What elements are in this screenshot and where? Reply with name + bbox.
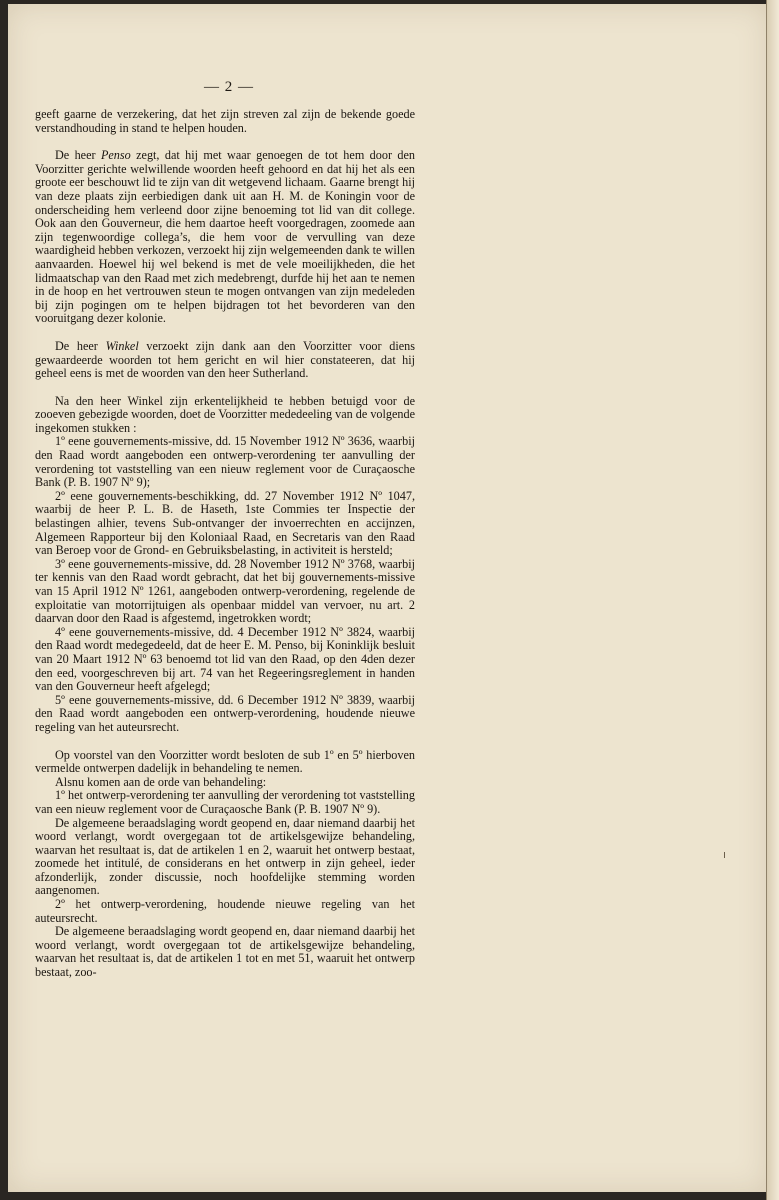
paragraph-beraadslaging-2: De algemeene beraadslaging wordt geopend en, daar niemand daarbij het woord verlangt, wordt overgegaan tot de artikelsgewijze behandeling, waarvan het resultaat is, dat de artikelen 1 tot en met 51, waaruit het ontwerp bestaat, zoo- [35, 924, 415, 980]
page-edge [766, 0, 779, 1200]
agenda-item-1: 1º het ontwerp-verordening ter aanvulling der verordening tot vaststelling van een nieuw reglement voor de Curaçaosche Bank (P. B. 1907 Nº 9). [35, 788, 415, 816]
paragraph-ingekomen-stukken: Na den heer Winkel zijn erkentelijkheid te hebben betuigd voor de zooeven gebezigde woorden, doet de Voorzitter mededeeling van de volgende ingekomen stukken : [35, 393, 415, 435]
list-item-2: 2º eene gouvernements-beschikking, dd. 27 November 1912 Nº 1047, waarbij de heer P. L. B. de Haseth, 1ste Commies ter Inspectie der belastingen alhier, tevens Sub-ontvanger der invoerrechten en accijnzen, Algemeen Rapporteur bij den Koloniaal Raad, en Secretaris van den Raad van Beroep voor de Grond- en Gebruiksbelasting, in activiteit is hersteld; [35, 488, 415, 558]
margin-mark [724, 852, 725, 858]
paragraph-0: geeft gaarne de verzekering, dat het zijn streven zal zijn de bekende goede verstandhouding in stand te helpen houden. [35, 107, 415, 135]
list-item-3: 3º eene gouvernements-missive, dd. 28 November 1912 Nº 3768, waarbij ter kennis van den Raad wordt gebracht, dat het bij gouvernements-missive van 15 April 1912 Nº 1261, aangeboden ontwerp-verordening, regelende de exploitatie van motorrijtuigen als openbaar middel van vervoer, nu art. 2 daarvan door den Raad is afgestemd, ingetrokken wordt; [35, 556, 415, 626]
list-item-1: 1º eene gouvernements-missive, dd. 15 November 1912 Nº 3636, waarbij den Raad wordt aangeboden een ontwerp-verordening ter aanvulling der verordening tot vaststelling van een nieuw reglement voor de Curaçaosche Bank (P. B. 1907 Nº 9); [35, 434, 415, 490]
list-item-5: 5º eene gouvernements-missive, dd. 6 December 1912 Nº 3839, waarbij den Raad wordt aangeboden een ontwerp-verordening, houdende nieuwe regeling van het auteursrecht. [35, 692, 415, 734]
paragraph-voorstel: Op voorstel van den Voorzitter wordt besloten de sub 1º en 5º hierboven vermelde ontwerpen dadelijk in behandeling te nemen. [35, 747, 415, 776]
paragraph-penso: De heer Penso zegt, dat hij met waar genoegen de tot hem door den Voorzitter gerichte welwillende woorden heeft gehoord en dat hij het als een groote eer beschouwt lid te zijn van dit wetgevend lichaam. Gaarne brengt hij van deze plaats zijn eerbiedigen dank uit aan H. M. de Koningin voor de onderscheiding hem verleend door zijne benoeming tot lid van dit college. Ook aan den Gouverneur, die hem daartoe heeft voorgedragen, zoomede aan zijn tegenwoordige collega’s, die hem voor de vervulling van deze waardigheid hebben verkozen, verzoekt hij zijn welgemeenden dank te willen aanvaarden. Hoewel hij wel bekend is met de vele moeilijkheden, die het lidmaatschap van den Raad met zich medebrengt, durfde hij het aan te nemen in de hoop en het vertrouwen steun te mogen ontvangen van zijn medeleden bij zijn pogingen om te helpen bijdragen tot het bevorderen van den vooruitgang dezer kolonie. [35, 148, 415, 326]
speaker-name: Winkel [105, 338, 139, 353]
speaker-name: Penso [100, 148, 131, 163]
document-page [8, 4, 768, 1192]
page-number: — 2 — [204, 79, 254, 95]
paragraph-beraadslaging-1: De algemeene beraadslaging wordt geopend en, daar niemand daarbij het woord verlangt, wordt overgegaan tot de artikelsgewijze behandeling, waarvan het resultaat is, dat de artikelen 1 en 2, waaruit het ontwerp bestaat, zoomede het intitulé, de considerans en het ontwerp in zijn geheel, ieder afzonderlijk, zonder discussie, noch hoofdelijke stemming worden aangenomen. [35, 815, 415, 898]
paragraph-winkel: De heer Winkel verzoekt zijn dank aan den Voorzitter voor diens gewaardeerde woorden tot hem gericht en wil hier constateeren, dat hij geheel eens is met de woorden van den heer Sutherland. [35, 338, 415, 381]
bleed-through-shadow [576, 61, 739, 157]
body-text [35, 108, 415, 980]
paragraph-orde: Alsnu komen aan de orde van behandeling: [55, 774, 267, 789]
list-item-4: 4º eene gouvernements-missive, dd. 4 December 1912 Nº 3824, waarbij den Raad wordt medegedeeld, dat de heer E. M. Penso, bij Koninklijk besluit van 20 Maart 1912 Nº 63 benoemd tot lid van den Raad, op den 4den dezer den eed, voorgeschreven bij art. 74 van het Regeeringsreglement in handen van den Gouverneur heeft afgelegd; [35, 624, 415, 694]
agenda-item-2: 2º het ontwerp-verordening, houdende nieuwe regeling van het auteursrecht. [35, 897, 415, 925]
